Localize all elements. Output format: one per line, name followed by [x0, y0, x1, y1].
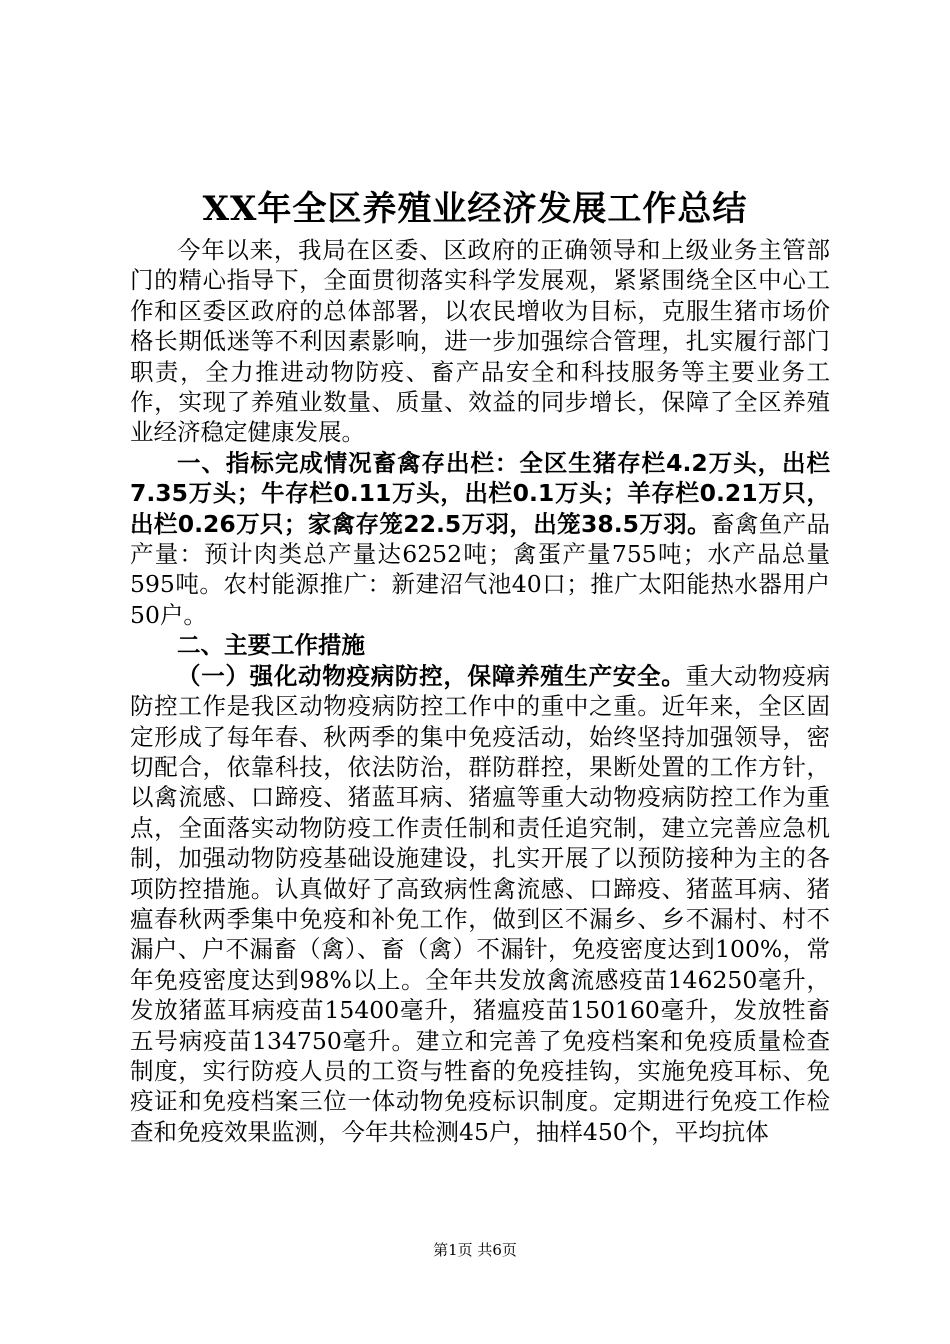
subsection-1-heading: （一）强化动物疫病防控，保障养殖生产安全。 [177, 661, 686, 690]
document-title: XX年全区养殖业经济发展工作总结 [202, 189, 748, 229]
document-body [130, 235, 830, 1147]
section-1-bold-text: 一、指标完成情况畜禽存出栏：全区生猪存栏4.2万头，出栏7.35万头；牛存栏0.11万头，出栏0.1万头；羊存栏0.21万只，出栏0.26万只；家禽存笼22.5万羽，出笼38.5万羽。 [130, 448, 830, 538]
intro-paragraph: 今年以来，我局在区委、区政府的正确领导和上级业务主管部门的精心指导下，全面贯彻落实科学发展观，紧紧围绕全区中心工作和区委区政府的总体部署，以农民增收为目标，克服生猪市场价格长期低迷等不利因素影响，进一步加强综合管理，扎实履行部门职责，全力推进动物防疫、畜产品安全和科技服务等主要业务工作，实现了养殖业数量、质量、效益的同步增长，保障了全区养殖业经济稳定健康发展。 [130, 236, 830, 447]
page-number-footer: 第1页 共6页 [433, 1241, 517, 1259]
section-2-heading: 二、主要工作措施 [177, 631, 365, 660]
section-1-paragraph [130, 448, 830, 630]
subsection-1-text: 重大动物疫病防控工作是我区动物疫病防控工作中的重中之重。近年来，全区固定形成了每年春、秋两季的集中免疫活动，始终坚持加强领导，密切配合，依靠科技，依法防治，群防群控，果断处置的工作方针，以禽流感、口蹄疫、猪蓝耳病、猪瘟等重大动物疫病防控工作为重点，全面落实动物防疫工作责任制和责任追究制，建立完善应急机制，加强动物防疫基础设施建设，扎实开展了以预防接种为主的各项防控措施。认真做好了高致病性禽流感、口蹄疫、猪蓝耳病、猪瘟春秋两季集中免疫和补免工作，做到区不漏乡、乡不漏村、村不漏户、户不漏畜（禽）、畜（禽）不漏针，免疫密度达到100%，常年免疫密度达到98%以上。全年共发放禽流感疫苗146250毫升，发放猪蓝耳病疫苗15400毫升，猪瘟疫苗150160毫升，发放牲畜五号病疫苗134750毫升。建立和完善了免疫档案和免疫质量检查制度，实行防疫人员的工资与牲畜的免疫挂钩，实施免疫耳标、免疫证和免疫档案三位一体动物免疫标识制度。定期进行免疫工作检查和免疫效果监测，今年共检测45户，抽样450个，平均抗体 [130, 661, 831, 1146]
subsection-1-paragraph [130, 661, 830, 1148]
section-1-text: 畜禽鱼产品产量：预计肉类总产量达6252吨；禽蛋产量755吨；水产品总量595吨。农村能源推广：新建沼气池40口；推广太阳能热水器用户50户。 [130, 509, 830, 629]
